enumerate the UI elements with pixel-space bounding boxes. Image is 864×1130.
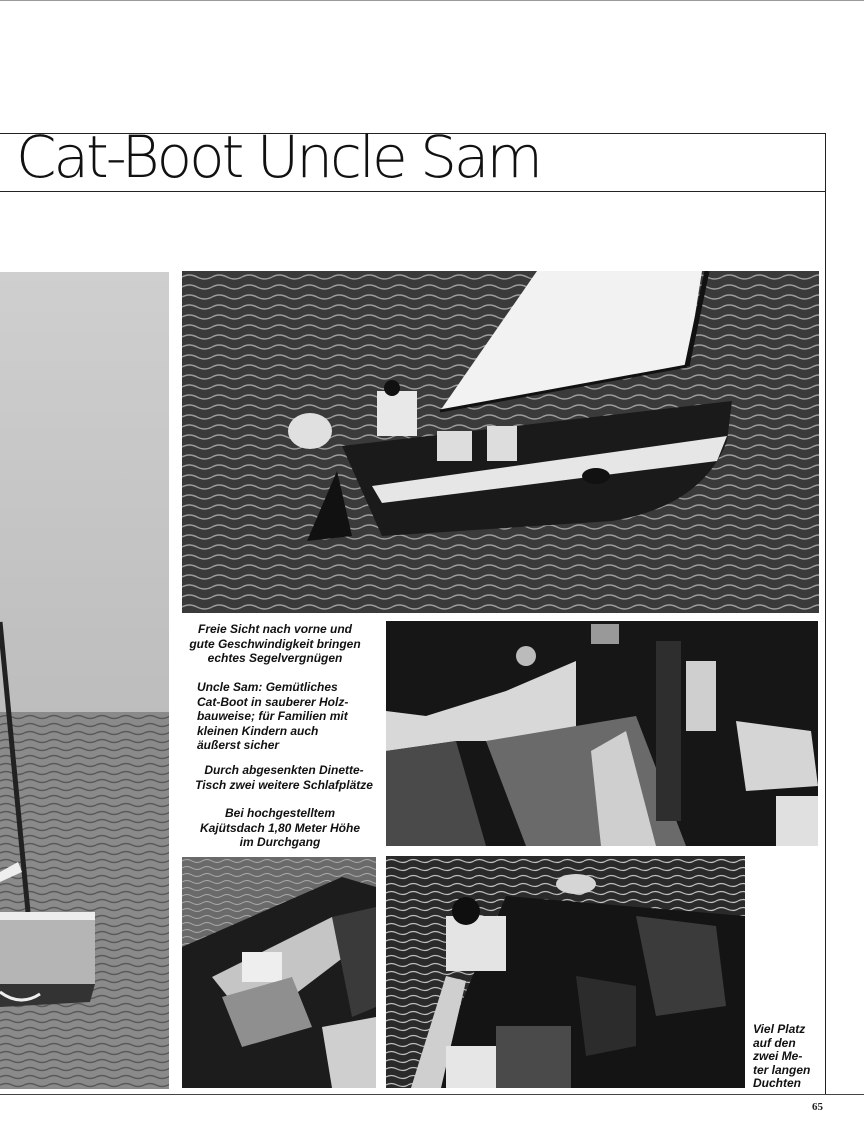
photo-sailing bbox=[182, 271, 819, 613]
photo-dinette bbox=[182, 857, 376, 1088]
article-title: Cat-Boot Uncle Sam bbox=[16, 123, 540, 191]
caption-sailing: Freie Sicht nach vorne und gute Geschwindigkeit bringen echtes Segelvergnügen bbox=[189, 622, 361, 665]
top-rule bbox=[0, 0, 864, 1]
photo-sailing-image bbox=[182, 271, 819, 613]
title-frame-bottom bbox=[0, 191, 826, 192]
caption-uncle-sam: Uncle Sam: Gemütliches Cat-Boot in sauberer Holz- bauweise; für Familien mit kleinen Kindern auch äußerst sicher bbox=[197, 680, 349, 752]
photo-interior-cabin-image bbox=[386, 621, 818, 846]
bottom-rule bbox=[0, 1094, 864, 1095]
caption-duchten: Viel Platz auf den zwei Me- ter langen Duchten bbox=[753, 1022, 811, 1090]
photo-boat-side bbox=[0, 272, 169, 1089]
photo-dinette-image bbox=[182, 857, 376, 1088]
photo-deck-crew-image bbox=[386, 856, 745, 1088]
photo-boat-side-image bbox=[0, 272, 169, 1089]
photo-deck-crew bbox=[386, 856, 745, 1088]
photo-interior-cabin bbox=[386, 621, 818, 846]
page-frame-right bbox=[825, 133, 826, 1095]
caption-kajuetsdach: Bei hochgestelltem Kajütsdach 1,80 Meter Höhe im Durchgang bbox=[199, 806, 361, 849]
page-number: 65 bbox=[812, 1101, 823, 1113]
caption-dinette: Durch abgesenkten Dinette- Tisch zwei weitere Schlafplätze bbox=[195, 763, 373, 792]
